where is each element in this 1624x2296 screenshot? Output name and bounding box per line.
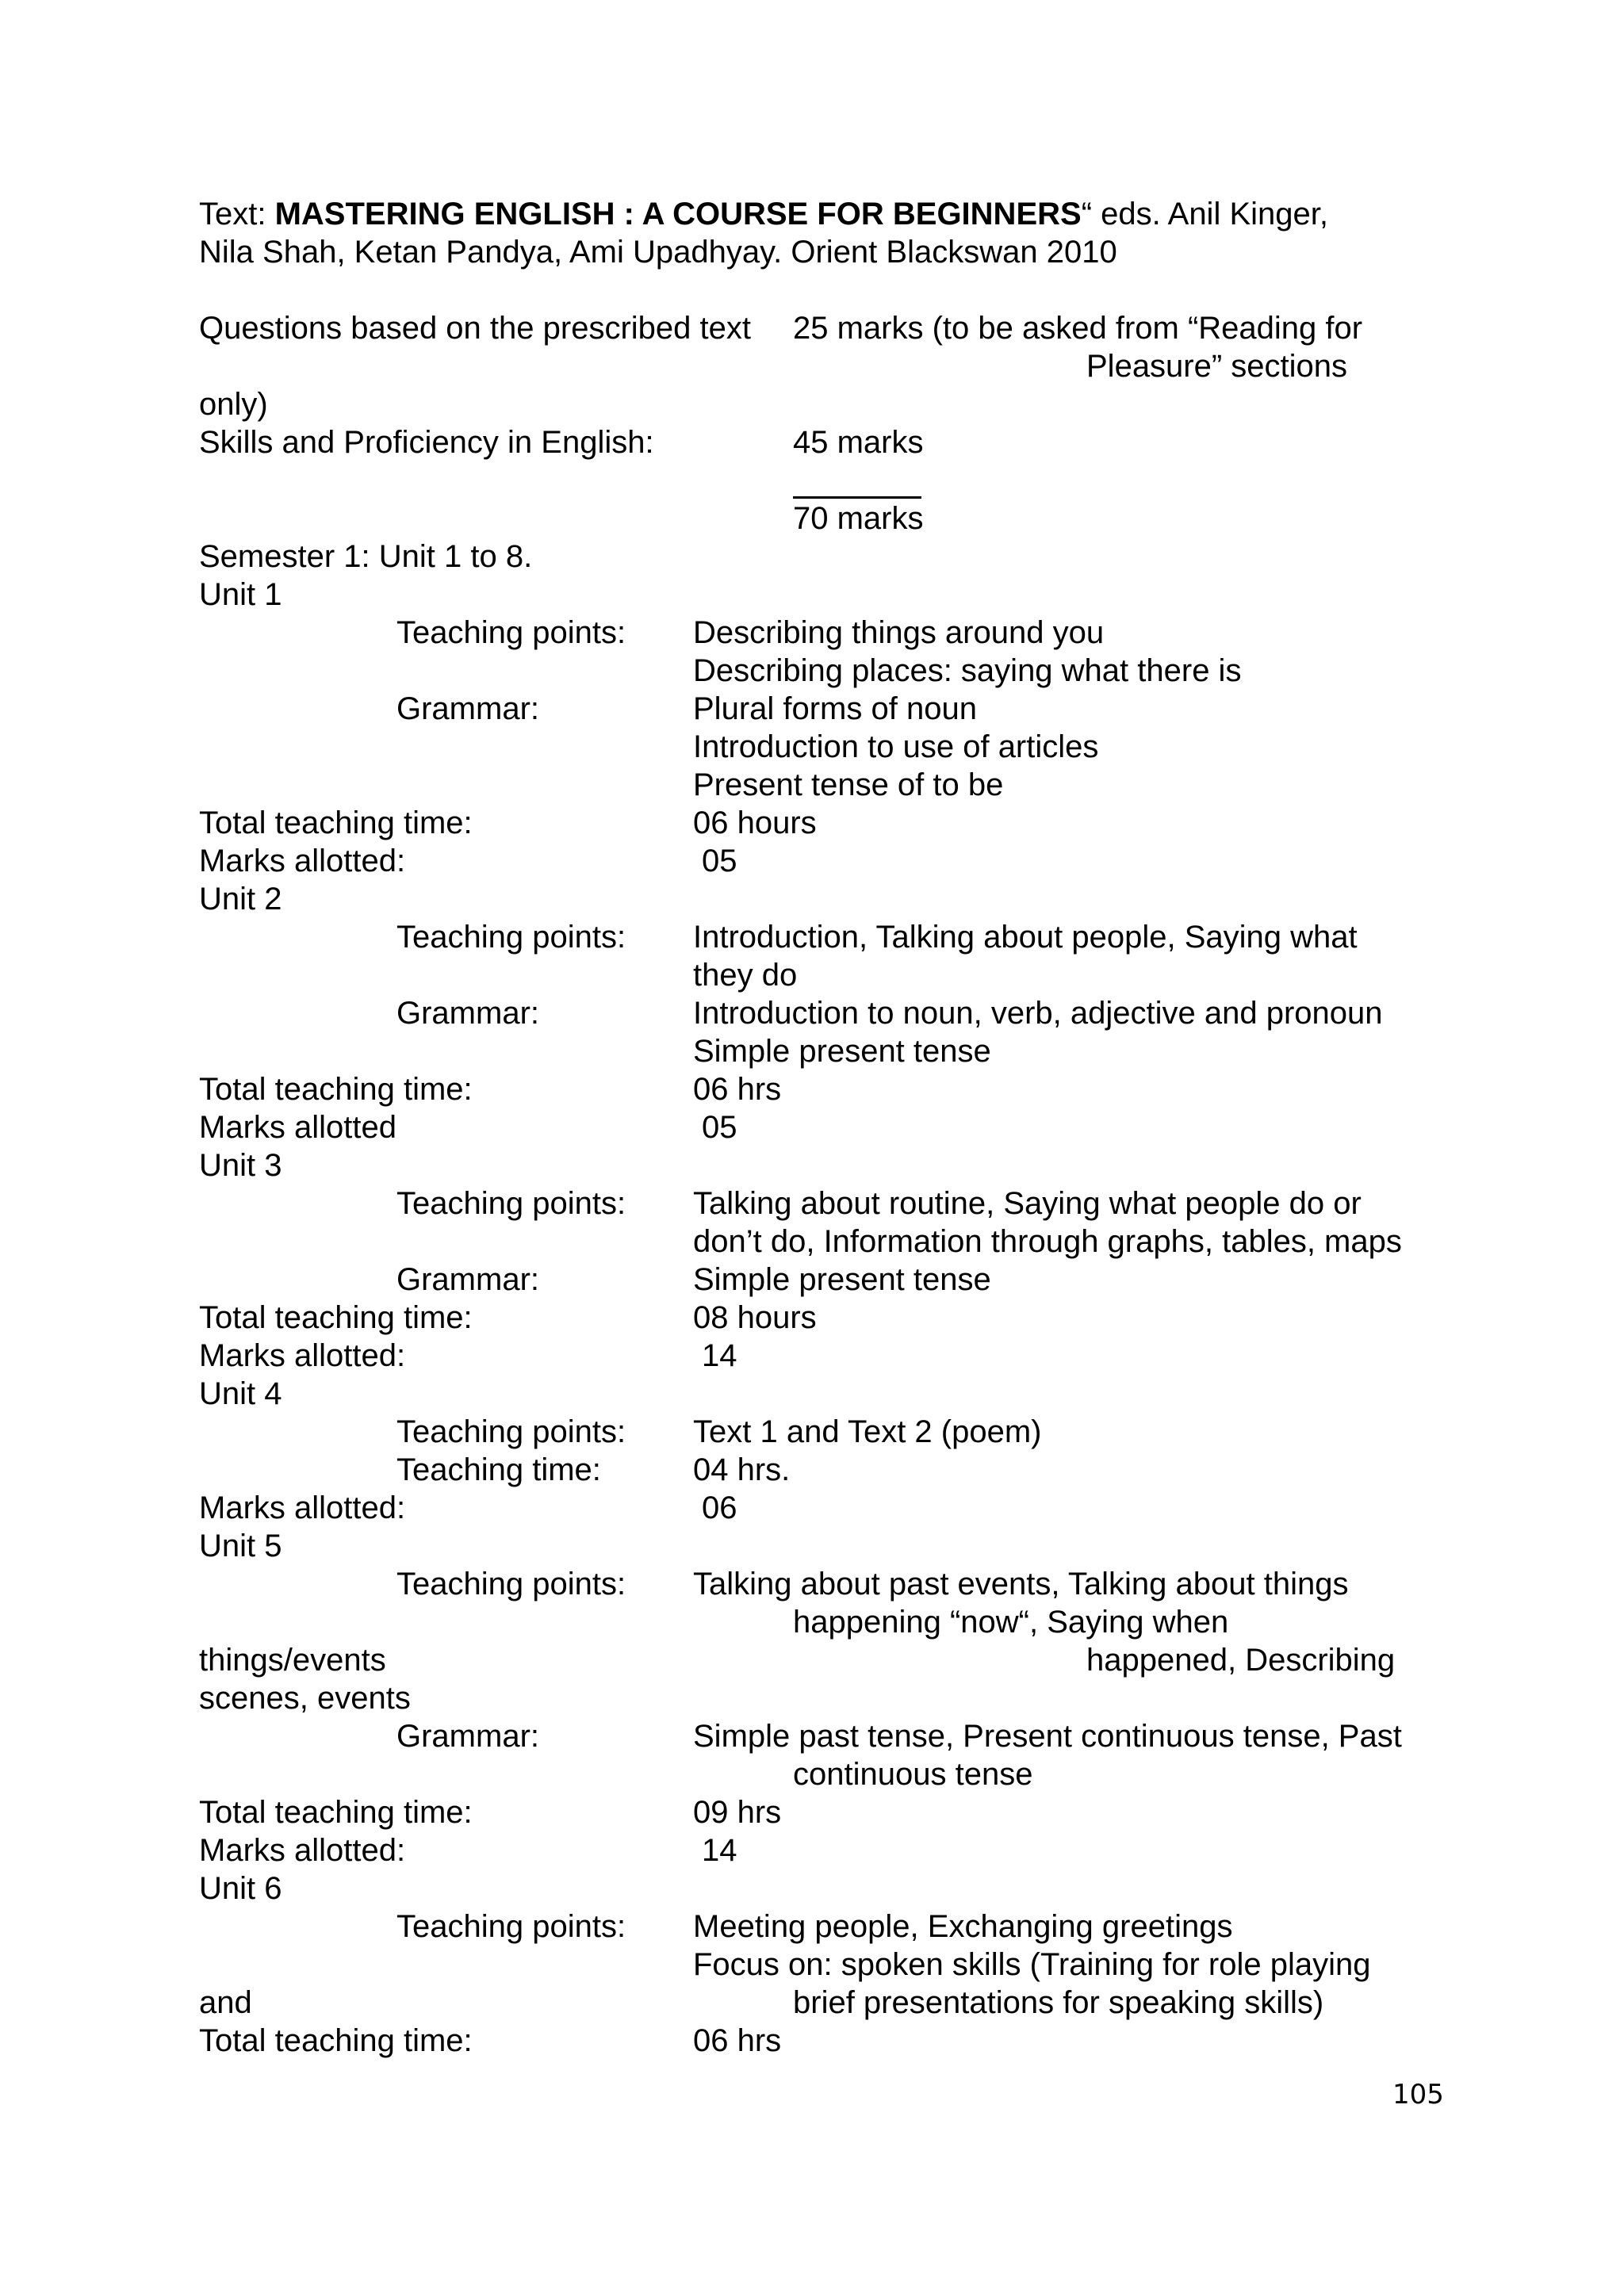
unit-2-teaching-point: they do [693, 958, 798, 993]
unit-5-grammar-item: Simple past tense, Present continuous tense, Past [693, 1719, 1402, 1754]
unit-2-teaching-points-label: Teaching points: [396, 920, 626, 955]
text-reference-line [199, 195, 1328, 233]
unit-1-grammar-label: Grammar: [396, 691, 539, 726]
semester-heading: Semester 1: Unit 1 to 8. [199, 539, 533, 574]
unit-6-teaching-point: and [199, 1985, 252, 2020]
unit-3-teaching-point: Talking about routine, Saying what people do or [693, 1186, 1362, 1221]
unit-3-time-label: Total teaching time: [199, 1300, 473, 1335]
unit-2-grammar-item: Simple present tense [693, 1034, 991, 1069]
unit-1-marks-label: Marks allotted: [199, 844, 406, 878]
unit-3-teaching-point: don’t do, Information through graphs, tables, maps [693, 1224, 1402, 1259]
unit-5-teaching-point: happened, Describing [1086, 1643, 1396, 1678]
unit-2-time-value: 06 hrs [693, 1072, 782, 1107]
unit-3-teaching-points-label: Teaching points: [396, 1186, 626, 1221]
questions-value-cont: Pleasure” sections [1086, 349, 1348, 384]
unit-1-teaching-points-label: Teaching points: [396, 615, 626, 650]
questions-value: 25 marks (to be asked from “Reading for [793, 311, 1363, 346]
unit-1-teaching-point: Describing things around you [693, 615, 1105, 650]
unit-2-title: Unit 2 [199, 882, 282, 916]
unit-1-title: Unit 1 [199, 577, 282, 612]
editors-intro: “ eds. Anil Kinger, [1081, 197, 1328, 232]
unit-3-marks-label: Marks allotted: [199, 1338, 406, 1373]
unit-5-teaching-points-label: Teaching points: [396, 1567, 626, 1601]
unit-4-teaching-points-label: Teaching points: [396, 1414, 626, 1449]
unit-4-time-label: Teaching time: [396, 1452, 601, 1487]
unit-3-grammar-label: Grammar: [396, 1262, 539, 1297]
unit-4-time-value: 04 hrs. [693, 1452, 791, 1487]
unit-1-time-label: Total teaching time: [199, 806, 473, 840]
unit-5-teaching-point: things/events [199, 1643, 386, 1678]
unit-1-time-value: 06 hours [693, 806, 817, 840]
unit-5-teaching-point: scenes, events [199, 1681, 411, 1716]
unit-2-time-label: Total teaching time: [199, 1072, 473, 1107]
questions-label: Questions based on the prescribed text [199, 311, 751, 346]
unit-5-time-label: Total teaching time: [199, 1795, 473, 1830]
total-rule [793, 496, 921, 499]
unit-5-marks-label: Marks allotted: [199, 1833, 406, 1868]
unit-3-title: Unit 3 [199, 1148, 282, 1183]
unit-2-grammar-item: Introduction to noun, verb, adjective and pronoun [693, 996, 1383, 1031]
unit-5-marks-value: 14 [702, 1833, 737, 1868]
total-value: 70 marks [793, 501, 924, 536]
unit-5-teaching-point: happening “now“, Saying when [793, 1605, 1229, 1640]
unit-1-grammar-item: Plural forms of noun [693, 691, 977, 726]
questions-only: only) [199, 387, 268, 422]
page-number: 105 [1392, 2079, 1444, 2110]
unit-1-grammar-item: Present tense of to be [693, 767, 1004, 802]
unit-6-title: Unit 6 [199, 1871, 282, 1906]
unit-2-marks-value: 05 [702, 1110, 737, 1145]
unit-3-marks-value: 14 [702, 1338, 737, 1373]
unit-4-teaching-point: Text 1 and Text 2 (poem) [693, 1414, 1042, 1449]
unit-1-marks-value: 05 [702, 844, 737, 878]
unit-2-grammar-label: Grammar: [396, 996, 539, 1031]
unit-6-time-label: Total teaching time: [199, 2023, 473, 2058]
text-prefix: Text: [199, 197, 275, 232]
unit-5-teaching-point: Talking about past events, Talking about things [693, 1567, 1349, 1601]
unit-6-teaching-point: brief presentations for speaking skills) [793, 1985, 1324, 2020]
unit-5-grammar-item: continuous tense [793, 1757, 1033, 1792]
unit-4-title: Unit 4 [199, 1376, 282, 1411]
unit-6-teaching-point: Focus on: spoken skills (Training for role playing [693, 1947, 1371, 1982]
unit-2-teaching-point: Introduction, Talking about people, Saying what [693, 920, 1358, 955]
unit-5-grammar-label: Grammar: [396, 1719, 539, 1754]
unit-1-grammar-item: Introduction to use of articles [693, 729, 1099, 764]
unit-5-title: Unit 5 [199, 1529, 282, 1563]
unit-6-teaching-points-label: Teaching points: [396, 1909, 626, 1944]
unit-1-teaching-point: Describing places: saying what there is [693, 653, 1242, 688]
skills-value: 45 marks [793, 425, 924, 460]
skills-label: Skills and Proficiency in English: [199, 425, 654, 460]
unit-6-teaching-point: Meeting people, Exchanging greetings [693, 1909, 1233, 1944]
unit-3-grammar-item: Simple present tense [693, 1262, 991, 1297]
unit-4-marks-value: 06 [702, 1490, 737, 1525]
unit-3-time-value: 08 hours [693, 1300, 817, 1335]
book-title: MASTERING ENGLISH : A COURSE FOR BEGINNERS [274, 197, 1082, 232]
unit-5-time-value: 09 hrs [693, 1795, 782, 1830]
unit-4-marks-label: Marks allotted: [199, 1490, 406, 1525]
unit-2-marks-label: Marks allotted [199, 1110, 396, 1145]
unit-6-time-value: 06 hrs [693, 2023, 782, 2058]
editors-line: Nila Shah, Ketan Pandya, Ami Upadhyay. Orient Blackswan 2010 [199, 235, 1117, 270]
